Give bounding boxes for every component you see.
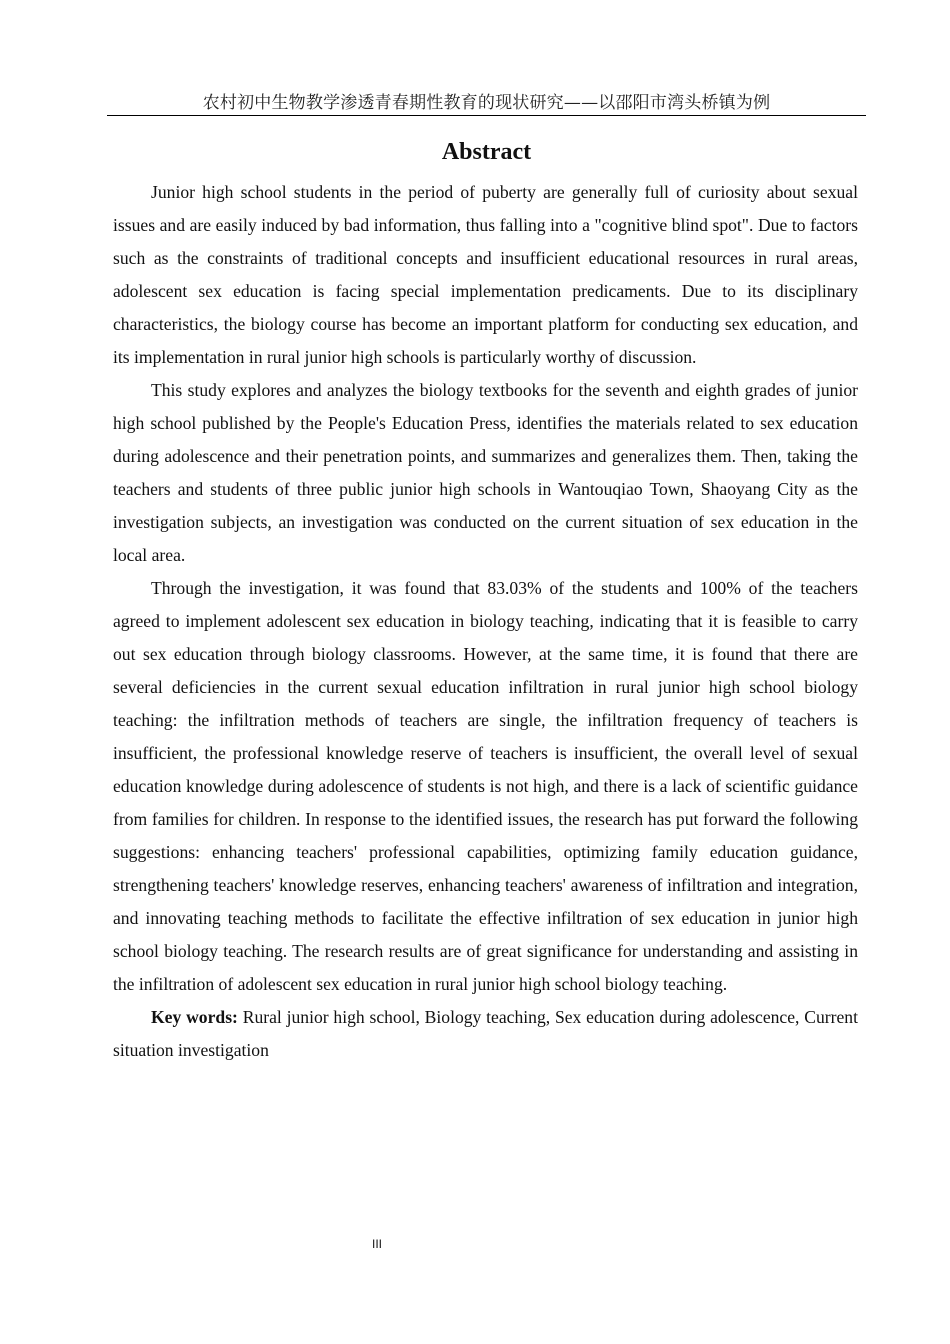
header-rule (107, 115, 866, 116)
abstract-paragraph-3: Through the investigation, it was found that 83.03% of the students and 100% of the teachers agreed to implement adolescent sex education in biology teaching, indicating that it is feasible to carry out sex education through biology classrooms. However, at the same time, it is found that there are several deficiencies in the current sexual education infiltration in rural junior high school biology teaching: the infiltration methods of teachers are single, the infiltration frequency of teachers is insufficient, the professional knowledge reserve of teachers is insufficient, the overall level of sexual education knowledge during adolescence of students is not high, and there is a lack of scientific guidance from families for children. In response to the identified issues, the research has put forward the following suggestions: enhancing teachers' professional capabilities, optimizing family education guidance, strengthening teachers' knowledge reserves, enhancing teachers' awareness of infiltration and integration, and innovating teaching methods to facilitate the effective infiltration of sex education in junior high school biology teaching. The research results are of great significance for understanding and assisting in the infiltration of adolescent sex education in rural junior high school biology teaching. (113, 578, 858, 994)
abstract-title: Abstract (441, 139, 532, 165)
abstract-body (113, 176, 858, 1067)
page-number: III (371, 1237, 382, 1251)
abstract-paragraph-1: Junior high school students in the period of puberty are generally full of curiosity about sexual issues and are easily induced by bad information, thus falling into a "cognitive blind spot". Due to factors such as the constraints of traditional concepts and insufficient educational resources in rural areas, adolescent sex education is facing special implementation predicaments. Due to its disciplinary characteristics, the biology course has become an important platform for conducting sex education, and its implementation in rural junior high schools is particularly worthy of discussion. (113, 182, 858, 367)
keywords-text: Rural junior high school, Biology teaching, Sex education during adolescence, Current situation investigation (113, 1007, 858, 1060)
keywords-label: Key words: (151, 1007, 238, 1027)
abstract-paragraph-2: This study explores and analyzes the biology textbooks for the seventh and eighth grades of junior high school published by the People's Education Press, identifies the materials related to sex education during adolescence and their penetration points, and summarizes and generalizes them. Then, taking the teachers and students of three public junior high schools in Wantouqiao Town, Shaoyang City as the investigation subjects, an investigation was conducted on the current situation of sex education in the local area. (113, 380, 858, 565)
running-header: 农村初中生物教学渗透青春期性教育的现状研究——以邵阳市湾头桥镇为例 (202, 93, 771, 113)
keywords (113, 1001, 858, 1067)
